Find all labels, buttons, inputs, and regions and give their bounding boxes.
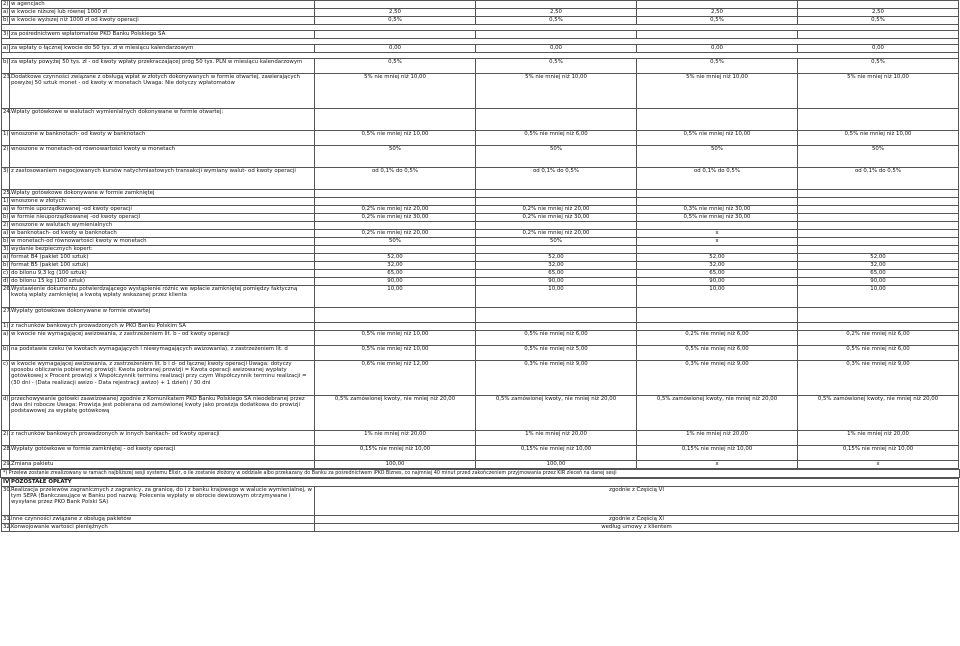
row-value [798,222,959,230]
fee-row [2,331,959,346]
row-value: 0,2% nie mniej niż 6,00 [637,331,798,346]
row-value: 100,00 [476,461,637,469]
fee-row [2,190,959,198]
row-value [637,246,798,254]
row-value: 90,00 [315,278,476,286]
row-number: a) [3,254,9,260]
row-value: 0,3% nie mniej niż 30,00 [637,206,798,214]
row-number: 30. [2,487,10,516]
row-value: 0,3% nie mniej niż 9,00 [476,361,637,396]
row-value [798,238,959,246]
row-label: za pośrednictwem wpłatomatów PKO Banku Polskiego SA [10,31,315,39]
fee-row [2,254,959,262]
row-number: a) [3,45,9,51]
row-value: od 0,1% do 0,5% [476,168,637,190]
row-value: 0,5% zamówionej kwoty, nie mniej niż 20,00 [315,396,476,431]
row-value: 0,15% nie mniej niż 10,00 [315,446,476,461]
row-value: 0,5% zamówionej kwoty, nie mniej niż 20,00 [798,396,959,431]
row-label: w kwocie wyższej niż 1000 zł od kwoty operacji [10,17,315,25]
row-value: 65,00 [476,270,637,278]
row-value: x [637,461,798,469]
row-number: 1) [3,198,9,204]
row-value [476,246,637,254]
row-value: 0,5% nie mniej niż 10,00 [315,331,476,346]
row-value [476,109,637,131]
row-label: Wypłaty gotówkowe w formie zamkniętej - od kwoty operacji [10,446,315,461]
row-value: 52,00 [315,254,476,262]
row-value: 1% nie mniej niż 20,00 [315,431,476,446]
row-value [798,246,959,254]
row-number: a) [2,331,10,346]
row-number: 1) [3,323,9,329]
fee-row [2,9,959,17]
row-label: Zmiana pakietu [10,461,315,469]
row-value: zgodnie z Częścią XI [315,516,959,524]
row-label: Wpłaty gotówkowe w walutach wymienialnych dokonywane w formie otwartej: [10,109,315,131]
row-label: na podstawie czeku (w kwotach wymagających i niewymagających awizowania), z zastrzeżeniem lit. d [10,346,315,361]
row-value: 100,00 [315,461,476,469]
fee-row [2,262,959,270]
row-value [798,190,959,198]
row-label: Wpłaty gotówkowe dokonywane w formie zamkniętej [10,190,315,198]
row-value [315,198,476,206]
fee-row [2,361,959,396]
row-number: 24. [2,109,10,131]
row-label: w kwocie niższej lub równej 1000 zł [10,9,315,17]
row-value [637,323,798,331]
row-number: 25. [3,190,12,196]
row-number: 3) [3,31,9,37]
row-number: 2) [2,431,10,446]
row-value: 0,5% zamówionej kwoty, nie mniej niż 20,00 [476,396,637,431]
row-value: 5% nie mniej niż 10,00 [476,74,637,109]
row-number: 31. [3,516,12,522]
row-label: w kwocie nie wymagającej awizowania, z zastrzeżeniem lit. b - od kwoty operacji [10,331,315,346]
row-value: 50% [315,146,476,168]
row-number: 1) [2,131,10,146]
row-value [476,1,637,9]
row-value: 65,00 [315,270,476,278]
row-value: 0,15% nie mniej niż 10,00 [476,446,637,461]
row-value: 65,00 [798,270,959,278]
row-label: format B5 (pakiet 100 sztuk) [10,262,315,270]
row-label: wnoszone w walutach wymienialnych [10,222,315,230]
row-value: zgodnie z Częścią VI [315,487,959,516]
row-value: 0,2% nie mniej niż 20,00 [315,230,476,238]
row-label: wnoszone w monetach-od równowartości kwoty w monetach [10,146,315,168]
row-value [315,323,476,331]
row-value: 10,00 [798,286,959,308]
fee-row [2,230,959,238]
row-number: 2) [3,1,9,7]
row-value [798,323,959,331]
row-value [798,214,959,222]
row-value: 10,00 [637,286,798,308]
row-value: 32,00 [637,262,798,270]
fee-row [2,31,959,39]
row-value: 0,2% nie mniej niż 20,00 [476,206,637,214]
row-number: 29. [3,461,12,467]
row-value: 32,00 [476,262,637,270]
row-value: od 0,1% do 0,5% [798,168,959,190]
row-value [315,222,476,230]
row-number: a) [3,230,9,236]
row-value: 0,5% nie mniej niż 10,00 [637,131,798,146]
row-value: 0,2% nie mniej niż 30,00 [315,214,476,222]
row-number: b) [3,17,9,23]
row-number: c) [3,270,9,276]
row-value: 0,5% nie mniej niż 6,00 [476,331,637,346]
fee-row [2,286,959,308]
row-number: a) [3,206,9,212]
fee-row [2,74,959,109]
row-value: 52,00 [476,254,637,262]
row-value: 0,5% nie mniej niż 6,00 [476,131,637,146]
fee-row [2,59,959,74]
row-label: w kwocie wymagającej awizowania, z zastrzeżeniem lit. b i d- od łącznej kwoty operacji Uwaga: dotyczy sposobu obliczania pobieranej prowizji: Kwota pobranej prowizji = Kwota operacji awizowanej wypłaty gotówkowej x Procent prowizji x Współczynnik terminu realizacji przy czym Współczynnik terminu realizacji = (30 dni - (Data realizacji awizo - Data rejestracji awizo) + 1 dzień) / 30 dni [10,361,315,396]
row-label: w monetach-od równowartości kwoty w monetach [10,238,315,246]
row-number: c) [2,361,10,396]
row-value: 65,00 [637,270,798,278]
row-value: 50% [637,146,798,168]
row-value: 2,50 [476,9,637,17]
section-title: POZOSTAŁE OPŁATY [10,479,959,487]
row-number: b) [3,214,9,220]
row-label: za wpłaty powyżej 50 tys. zł - od kwoty wpłaty przekraczającej próg 50 tys. PLN w miesiącu kalendarzowym [10,59,315,74]
row-value: 0,3% nie mniej niż 9,00 [798,361,959,396]
row-number: b) [2,59,10,74]
row-value: 0,00 [315,45,476,53]
row-value: 0,5% [315,59,476,74]
row-label: Realizacja przelewów zagranicznych z zagranicy, za granicę, do i z banku krajowego w walucie wymienialnej, w tym SEPA (Bankczasujące w Banku pod nazwą: Polecenia wypłaty w obrocie dewizowym otrzymywane i wysyłane przez PKO Bank Polski SA) [10,487,315,516]
row-value: 0,5% nie mniej niż 10,00 [315,346,476,361]
row-value [637,198,798,206]
row-value: 32,00 [315,262,476,270]
row-value: 0,5% [476,17,637,25]
row-value: 0,2% nie mniej niż 30,00 [476,214,637,222]
row-value: 1% nie mniej niż 20,00 [798,431,959,446]
row-label: do bilonu 9,3 kg (100 sztuk) [10,270,315,278]
fee-row [2,214,959,222]
row-label: Wypłaty gotówkowe dokonywane w formie otwartej [10,308,315,323]
row-value [798,198,959,206]
row-value: 90,00 [476,278,637,286]
row-value: 2,50 [315,9,476,17]
row-value [315,1,476,9]
fee-row [2,308,959,323]
row-label: Inne czynności związane z obsługą pakietów [10,516,315,524]
row-value [476,323,637,331]
row-value: 50% [798,146,959,168]
fee-row [2,1,959,9]
row-value [637,308,798,323]
row-number: 27. [2,308,10,323]
row-number: 3) [2,168,10,190]
row-value [476,198,637,206]
row-value: od 0,1% do 0,5% [637,168,798,190]
section-number: IV [3,479,10,485]
row-number: 2) [3,222,9,228]
row-value: x [798,461,959,469]
row-number: a) [3,9,9,15]
row-label: w formie uporządkowanej -od kwoty operacji [10,206,315,214]
row-value: x [637,230,798,238]
fee-row [2,323,959,331]
section-header [2,479,959,487]
row-label: w agencjach [10,1,315,9]
row-label: w banknotach- od kwoty w banknotach [10,230,315,238]
other-fee-row [2,487,959,516]
row-value: według umowy z klientem [315,524,959,532]
row-value: 0,5% nie mniej niż 6,00 [637,346,798,361]
row-label: wnoszone w złotych: [10,198,315,206]
row-value: 0,15% nie mniej niż 10,00 [798,446,959,461]
footnote: *) Przelew zostanie zrealizowany w ramach najbliższej sesji systemu Elixir, o ile zostanie złożony w oddziale albo przekazany do Banku za pośrednictwem iPKO Biznes, co najmniej 40 minut przed zakończeniem przyjmowania przez KIR zleceń na danej sesji [0,469,960,478]
row-value: 10,00 [315,286,476,308]
row-value [798,31,959,39]
row-number: 32. [3,524,12,530]
row-number: 23. [2,74,10,109]
fee-row [2,238,959,246]
row-label: z zastosowaniem negocjowanych kursów natychmiastowych transakcji wymiany walut- od kwoty operacji [10,168,315,190]
row-value: 90,00 [798,278,959,286]
row-value: 0,5% [798,59,959,74]
fee-row [2,45,959,53]
row-label: wydanie bezpiecznych kopert: [10,246,315,254]
row-value: 50% [476,146,637,168]
row-label: za wpłaty o łącznej kwocie do 50 tys. zł w miesiącu kalendarzowym [10,45,315,53]
row-value: 50% [315,238,476,246]
row-value [798,308,959,323]
row-value: od 0,1% do 0,5% [315,168,476,190]
other-fee-row [2,524,959,532]
row-value [476,308,637,323]
fee-row [2,270,959,278]
row-value: 0,5% [476,59,637,74]
row-value: 0,5% [798,17,959,25]
row-label: Wystawienie dokumentu potwierdzającego wystąpienie różnic we wpłacie zamkniętej pomiędzy faktyczną kwotą wpłaty zamkniętej a kwotą wpłaty wskazanej przez klienta [10,286,315,308]
fee-row [2,131,959,146]
row-value [476,31,637,39]
row-value: 0,5% zamówionej kwoty, nie mniej niż 20,00 [637,396,798,431]
row-label: Dodatkowe czynności związane z obsługą wpłat w złotych dokonywanych w formie otwartej, zawierających powyżej 50 sztuk monet - od kwoty w monetach Uwaga: Nie dotyczy wpłatomatów [10,74,315,109]
row-label: Konwojowanie wartości pieniężnych [10,524,315,532]
row-value: 0,00 [637,45,798,53]
row-value: 0,6% nie mniej niż 12,00 [315,361,476,396]
row-value: 0,5% [637,59,798,74]
fee-row [2,206,959,214]
row-value [637,222,798,230]
row-value [315,109,476,131]
row-value [637,190,798,198]
row-value [315,31,476,39]
fee-row [2,446,959,461]
row-number: b) [3,262,9,268]
row-value: 0,2% nie mniej niż 20,00 [476,230,637,238]
row-label: format B4 (pakiet 100 sztuk) [10,254,315,262]
row-label: z rachunków bankowych prowadzonych w innych bankach- od kwoty operacji [10,431,315,446]
fee-row [2,278,959,286]
fee-row [2,146,959,168]
row-value: 0,2% nie mniej niż 20,00 [315,206,476,214]
fee-row [2,198,959,206]
row-value [315,190,476,198]
row-value: 0,15% nie mniej niż 10,00 [637,446,798,461]
row-value: 0,2% nie mniej niż 6,00 [798,331,959,346]
row-number: 26. [2,286,10,308]
row-value: 50% [476,238,637,246]
row-label: w formie nieuporządkowanej -od kwoty operacji [10,214,315,222]
row-number: 2) [2,146,10,168]
row-value: 5% nie mniej niż 10,00 [798,74,959,109]
row-label: z rachunków bankowych prowadzonych w PKO Banku Polskim SA [10,323,315,331]
fee-row [2,246,959,254]
row-label: do bilonu 15 kg (100 sztuk) [10,278,315,286]
row-value [637,109,798,131]
row-value: 0,00 [476,45,637,53]
row-label: przechowywanie gotówki zaawizowanej zgodnie z Komunikatem PKO Banku Polskiego SA nieodebranej przez dwa dni robocze Uwaga: Prowizja jest pobierana od zamówionej kwoty jako prowizja dodatkowa do prowizji podstawowej za wypłatę gotówkową [10,396,315,431]
row-value [476,190,637,198]
row-number: 3) [3,246,9,252]
row-value: 2,50 [637,9,798,17]
row-value [315,246,476,254]
row-value: 5% nie mniej niż 10,00 [637,74,798,109]
row-value [798,230,959,238]
fee-row [2,431,959,446]
fee-row [2,168,959,190]
row-value: 0,5% nie mniej niż 10,00 [798,131,959,146]
row-value: 0,3% nie mniej niż 9,00 [637,361,798,396]
fee-row [2,222,959,230]
row-number: 28. [2,446,10,461]
row-value: 5% nie mniej niż 10,00 [315,74,476,109]
row-value [637,31,798,39]
row-value: 0,5% nie mniej niż 6,00 [798,346,959,361]
row-value: 90,00 [637,278,798,286]
fee-table [1,0,959,469]
row-value: 0,5% nie mniej niż 30,00 [637,214,798,222]
row-number: b) [2,346,10,361]
fee-row [2,109,959,131]
fee-row [2,396,959,431]
row-value: 0,5% nie mniej niż 5,00 [476,346,637,361]
fee-row [2,17,959,25]
row-value [798,1,959,9]
row-value [315,308,476,323]
row-value: 1% nie mniej niż 20,00 [637,431,798,446]
row-value [637,1,798,9]
row-label: wnoszone w banknotach- od kwoty w banknotach [10,131,315,146]
row-value: 52,00 [637,254,798,262]
other-fee-row [2,516,959,524]
row-value: 32,00 [798,262,959,270]
row-value [798,206,959,214]
row-value: x [637,238,798,246]
row-value [798,109,959,131]
row-value: 0,00 [798,45,959,53]
row-number: d) [3,278,9,284]
row-value: 0,5% [315,17,476,25]
fee-row [2,346,959,361]
row-value: 2,50 [798,9,959,17]
row-value: 10,00 [476,286,637,308]
row-number: b) [3,238,9,244]
row-number: d) [2,396,10,431]
row-value [476,222,637,230]
row-value: 0,5% [637,17,798,25]
row-value: 0,5% nie mniej niż 10,00 [315,131,476,146]
row-value: 52,00 [798,254,959,262]
fee-row [2,461,959,469]
other-fees-table [1,478,959,532]
row-value: 1% nie mniej niż 20,00 [476,431,637,446]
